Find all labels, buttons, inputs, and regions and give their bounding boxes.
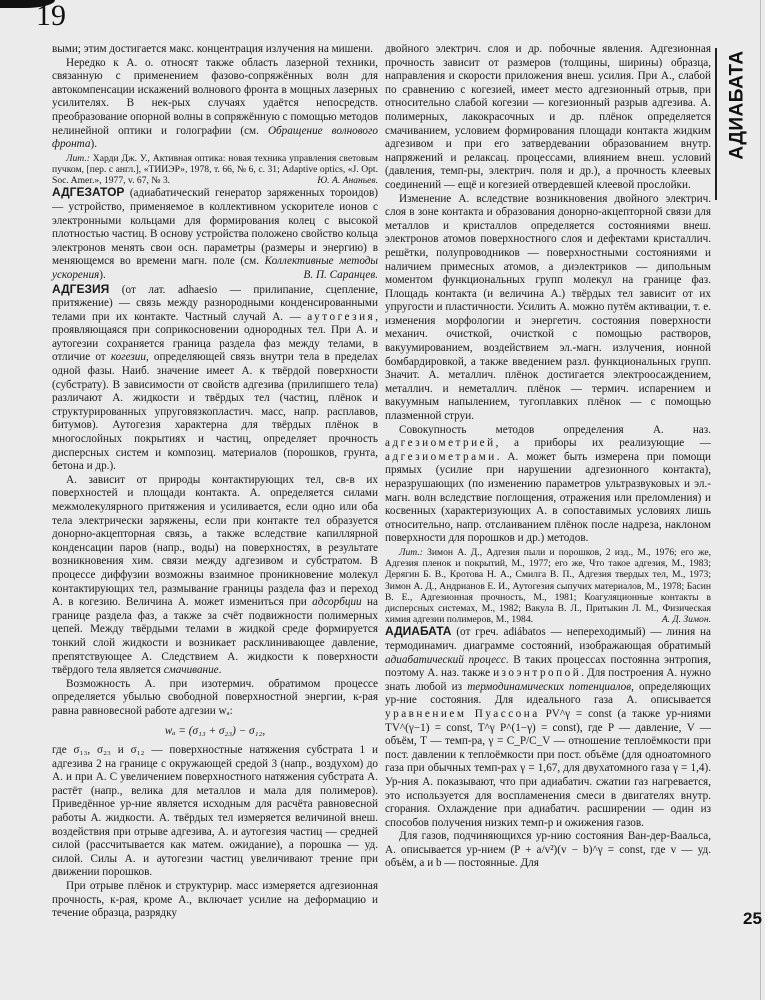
scan-frame-number: 19: [36, 0, 66, 32]
text: (адиабатический генератор заряженных тороидов) — устройство, применяемое в коллективном ускорителе ионов с электронными кольцами для формирования колец с высокой плотностью частиц. В основу устройства положено свойство кольца электронов менять свои осн. параметры (размеры и энергию) в меняющемся во времени магн. поле (см.: [52, 187, 378, 268]
entry-adgezator: [52, 186, 378, 282]
text: Совокупность методов определения А. наз.: [399, 423, 711, 436]
spaced-term: уравнением Пуассона: [385, 707, 540, 720]
paragraph: [52, 57, 378, 152]
text: А. зависит от природы контактирующих тел, св-в их поверхностей и площади контакта. А. определяется силами межмолекулярного притяжения и усиливается, если одно или оба тела электрически заряжены, если при контакте тел образуется донорно-акцепторная связь, а также вследствие капиллярной конденсации паров (напр., воды) на поверхностях, в результате возникновения хим. связи между адгезивом и субстратом. В процессе диффузии возможны взаимное проникновение молекул контактирующих тел, размывание границы раздела фаз и переход А. в когезию. Величина А. может измениться при: [52, 473, 378, 609]
entry-headword: АДГЕЗИЯ: [52, 281, 110, 296]
author-signature: В. П. Саранцев.: [303, 268, 378, 281]
paragraph: Для газов, подчиняющихся ур-нию состояния Ван-дер-Ваальса, А. описывается ур-нием (P + a/v²)(v − b)^γ = const, где v — уд. объём, a и b — постоянные. Для: [385, 830, 711, 870]
cross-reference-link[interactable]: Коллективные методы ускорения: [52, 255, 378, 281]
text: ).: [90, 138, 98, 151]
spaced-term: адгезиометрией: [385, 437, 496, 450]
text: PV^γ = const (а также ур-ниями TV^(γ−1) = const, T^γ P^(1−γ) = const), где P — давление, V — объём, T — темп-ра, γ = C_P/C_V — отношение теплоёмкости при пост. давлении к теплоёмкости при пост. объёме (для одноатомного газа при обычных темп-рах γ = 1,67, для двухатомного газа γ = 1,4). Ур-ния А. показывают, что при адиабатич. сжатии газ нагревается, это используется для воспламенения смеси в двигателях внутр. сгорания. Охлаждение при адиабатич. расширении — один из способов получения низких темп-р и ожижения газов.: [385, 707, 711, 829]
text: (от греч. adiábatos — непереходимый) — линия на термодинамич. диаграмме состояний, изображающая обратимый: [385, 626, 711, 652]
right-column: [385, 43, 711, 871]
page-edge: [760, 0, 761, 1000]
text: Нередко к А. о. относят также область лазерной техники, связанную с применением фазово-сопряжённых волн для автокомпенсации искажений волнового фронта в мощных лазерных усилителях. В нек-рых случаях удаётся непосредств. преобразование опорной волны в сопряжённую с помощью методов нелинейной оптики и голографии (см.: [52, 56, 378, 137]
paragraph: выми; этим достигается макс. концентрация излучения на мишени.: [52, 43, 374, 55]
bibliography-label: Лит.:: [66, 152, 90, 164]
spaced-term: изоэнтропой: [493, 667, 582, 680]
text: на границе раздела фаз, а также за счёт подвижности полимерных цепей. Между твёрдыми телами в жидкой среде формируется тонкий слой жидкости и возникает расклинивающее давление, препятствующее А. Следствием А. жидкости к поверхности твёрдого тела является: [52, 596, 379, 677]
author-signature: Ю. А. Ананьев.: [317, 175, 378, 187]
running-head: [718, 40, 758, 170]
text: . В таких процессах постоянна энтропия, поэтому А. наз. также: [385, 653, 711, 680]
text: , проявляющаяся при соприкосновении однородных тел. При А. и аутогезии сохраняется граница раздела фаз между телами, в отличие от: [52, 310, 378, 364]
bibliography: [52, 153, 378, 187]
text: ).: [99, 268, 106, 281]
text: , а приборы их реализующие —: [495, 437, 711, 450]
cross-reference-link[interactable]: Обращение волнового фронта: [52, 124, 378, 151]
text: , определяющих ур-ние состояния. Для идеального газа А. описывается: [385, 680, 711, 707]
spaced-term: аутогезия: [307, 310, 376, 323]
running-head-rule: [715, 48, 717, 200]
entry-adgeziya: [52, 283, 378, 474]
text: (от лат. adhaesio — прилипание, сцепление, притяжение) — связь между разнородными конденсированными телами при их контакте. Частный случай А. —: [52, 283, 378, 323]
text: . А. может быть измерена при помощи прямых (усилие при нарушении адгезионного контакта), неразрушающих (по изменению параметров ультразвуковых и эл.-магн. волн вследствие поглощения, отражения или преломления) и косвенных (характеризующих А. в сопоставимых условиях лишь относительно, напр. отслаиванием плёнок после надреза, наклоном поверхности для порошков и др.) методов.: [385, 450, 711, 545]
bibliography-text: Харди Дж. У., Активная оптика: новая техника управления световым пучком, [пер. с англ.], «ТИИЭР», 1978, т. 66, № 6, с. 31; Adaptive optics, «J. Opt. Soc. Amer.», 1977, v. 67, № 3.: [52, 152, 378, 187]
author-signature: А. Д. Зимон.: [661, 614, 711, 626]
spaced-term: адгезиометрами: [385, 450, 497, 463]
cross-reference-link[interactable]: смачивание: [163, 664, 219, 677]
cross-reference-link[interactable]: адиабатический процесс: [385, 653, 506, 666]
paragraph: Возможность А. при изотермич. обратимом процессе определяется убылью свободной поверхностной энергии, к-рая равна равновесной работе адгезии wₐ:: [52, 677, 378, 717]
entry-headword: АДГЕЗАТОР: [52, 185, 125, 200]
running-head-text: АДИАБАТА: [727, 50, 748, 160]
paragraph: При отрыве плёнок и структурир. масс измеряется адгезионная прочность, к-рая, кроме А., включает усилие на деформацию и течение образца, разрядку: [52, 880, 378, 920]
text: .: [218, 664, 222, 677]
entry-headword: АДИАБАТА: [385, 624, 452, 639]
paragraph: [385, 424, 711, 546]
bibliography-label: Лит.:: [399, 546, 423, 558]
paragraph: [52, 474, 378, 678]
adhesion-work-formula: wₐ = (σ₁₃ + σ₂₃) − σ₁₂,: [164, 724, 266, 737]
text: . Для построения А. нужно знать любой из: [385, 667, 711, 693]
cross-reference-link[interactable]: адсорбции: [312, 596, 362, 609]
page-number: 25: [743, 909, 762, 928]
entry-adiabata: [385, 625, 711, 830]
bibliography-text: Зимон А. Д., Адгезия пыли и порошков, 2 изд., М., 1976; его же, Адгезия пленок и покрытий, М., 1977; его же, Что такое адгезия, М., 1983; Дерягин Б. В., Кротова Н. А., Смилга В. П., Адгезия твердых тел, М., 1973; Зимон А. Д., Андрианов Е. И., Аутогезия сыпучих материалов, М., 1978; Басин В. Е., Адгезионная прочность, М., 1981; Коагуляционные контакты в дисперсных системах, М., 1982; Вакула В. Л., Притыкин Л. М., Физическая химия адгезии полимеров, М., 1984.: [385, 546, 711, 626]
paragraph: где σ₁₃, σ₂₃ и σ₁₂ — поверхностные натяжения субстрата 1 и адгезива 2 на границе с окружающей средой 3 (напр., воздухом) до А. и при А. С увеличением поверхностного натяжения субстрата А. растёт (напр., велика для металлов и мала для полимеров). Приведённое ур-ние является исходным для расчёта равновесной работы А. жидкости. А. твёрдых тел измеряется величиной внеш. воздействия при отрыве адгезива, А. и аутогезия частиц — средней силой (рассчитывается как матем. ожидание), а порошка — уд. силой. Силы А. и аутогезии частиц увеличивают трение при движении порошков.: [52, 744, 378, 879]
paragraph: Изменение А. вследствие возникновения двойного электрич. слоя в зоне контакта и образования донорно-акцепторной связи для металлов и кристаллов определяется состояниями внеш. электронов атомов поверхностного слоя и дефектами кристаллич. решётки, полупроводников — поверхностными состояниями и наличием примесных атомов, а диэлектриков — дипольным моментом функциональных групп молекул на границе фаз. Площадь контакта (и величина А.) твёрдых тел зависит от их упругости и пластичности. Усилить А. можно путём активации, т. е. изменения морфологии и энергетич. состояния поверхности механич. очисткой, очисткой с помощью растворов, вакуумированием, воздействием эл.-магн. излучения, ионной бомбардировкой, а также введением разл. функциональных групп. Значит. А. металлич. плёнок достигается электроосаждением, металлич. и неметаллич. плёнок — термич. испарением и вакуумным напылением, тугоплавких плёнок — с помощью плазменной струи.: [385, 192, 711, 423]
paragraph: двойного электрич. слоя и др. побочные явления. Адгезионная прочность зависит от размеров (толщины, ширины) образца, направления и скорости приложения внеш. усилия. При А., слабой по сравнению с когезией, имеет место адгезионный отрыв, при относительно слабой когезии — когезионный разрыв адгезива. А. полимерных, лакокрасочных и др. плёнок определяется смачиванием, условием формирования площади контакта жидким адгезивом и при его затвердевании образованием внутр. напряжений и релаксац. процессами, влиянием внеш. условий (давления, темп-ры, электрич. поля и др.), а прочность клеевых соединений — ещё и когезией отвердевшей клеевой прослойки.: [385, 43, 711, 191]
cross-reference-link[interactable]: когезии: [110, 351, 146, 364]
left-column: [52, 43, 378, 921]
bibliography: [385, 547, 711, 625]
text: , определяющей связь внутри тела в пределах одной фазы. Наиб. значение имеет А. к твёрдой поверхности (субстрату). В зависимости от свойств адгезива (прилипшего тела) различают А. жидкости и твёрдых тел (частиц, плёнок и структурированных упруговязкопластич. масс, напр. расплавов, битумов). Аутогезия характерна для твёрдых плёнок в многослойных покрытиях и частиц, определяет прочность дисперсных систем и композиц. материалов (порошков, грунта, бетона и др.).: [52, 351, 378, 473]
cross-reference-link[interactable]: термодинамических потенциалов: [467, 680, 632, 693]
